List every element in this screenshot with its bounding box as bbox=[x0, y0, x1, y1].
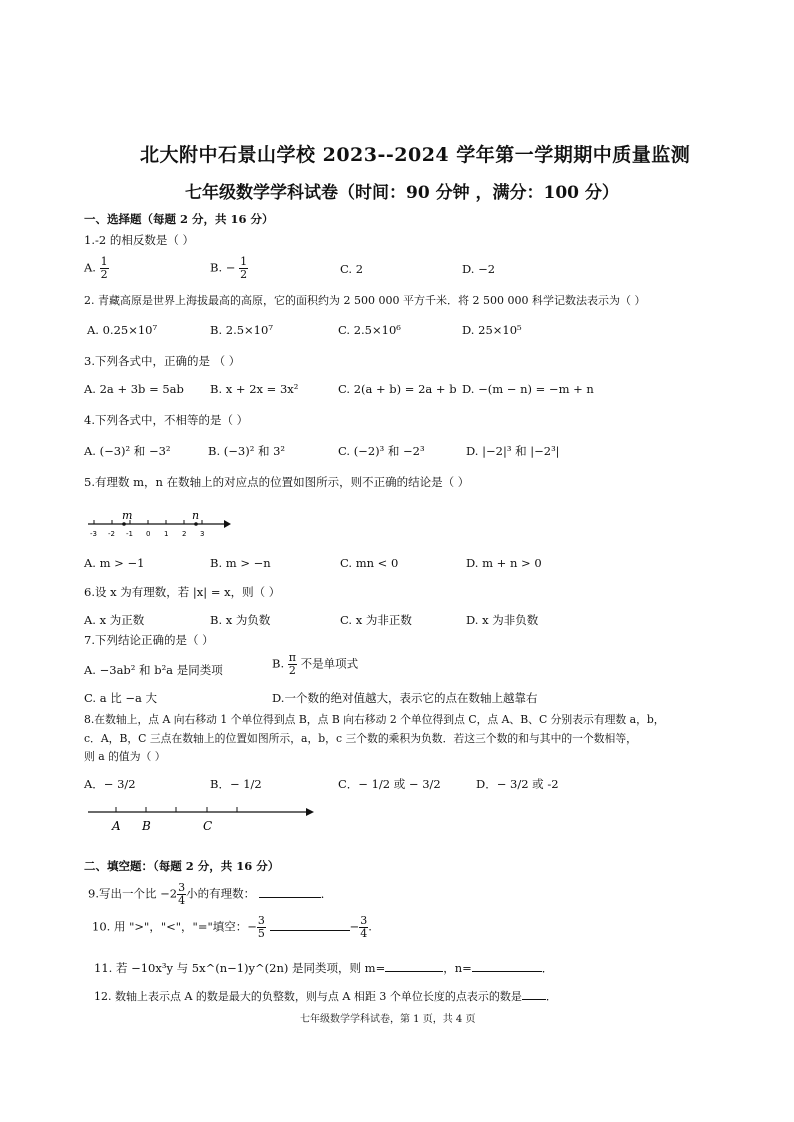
q11-n-blank[interactable] bbox=[472, 960, 542, 972]
q7-stem: 7.下列结论正确的是（ ） bbox=[84, 633, 214, 647]
q3-option-a: A. 2a + 3b = 5ab bbox=[84, 382, 184, 396]
q5-point-m bbox=[122, 522, 126, 526]
q7-b-label: B. bbox=[272, 656, 285, 671]
q5-tick-label: -1 bbox=[126, 530, 133, 538]
q7-option-a: A. −3ab² 和 b²a 是同类项 bbox=[84, 663, 223, 677]
q8-stem-line3: 则 a 的值为（ ） bbox=[84, 750, 166, 763]
q5-tick-label: -2 bbox=[108, 530, 115, 538]
q5-option-b: B. m > −n bbox=[210, 556, 271, 570]
q1-a-fraction bbox=[100, 256, 109, 281]
q7-b-den: 2 bbox=[288, 664, 296, 677]
q5-stem: 5.有理数 m，n 在数轴上的对应点的位置如图所示，则不正确的结论是（ ） bbox=[84, 475, 470, 489]
q12-text: 12. 数轴上表示点 A 的数是最大的负整数，则与点 A 相距 3 个单位长度的点表示的数是 bbox=[94, 990, 522, 1003]
q1-option-a bbox=[84, 256, 109, 281]
q2-option-a: A. 0.25×10⁷ bbox=[87, 323, 158, 337]
q2-stem: 2. 青藏高原是世界上海拔最高的高原，它的面积约为 2 500 000 平方千米．将 2 500 000 科学记数法表示为（ ） bbox=[84, 294, 646, 307]
q12-answer-blank[interactable] bbox=[522, 988, 546, 1000]
q1-option-d: D. −2 bbox=[462, 262, 496, 276]
q1-b-num: 1 bbox=[240, 255, 248, 268]
q1-b-den: 2 bbox=[240, 268, 248, 281]
q8-number-line bbox=[84, 800, 319, 834]
q9-post: 小的有理数： bbox=[186, 886, 256, 901]
q10-pre: 10. 用 ">"，"<"，"="填空：− bbox=[92, 919, 257, 934]
q3-stem: 3.下列各式中，正确的是 （ ） bbox=[84, 354, 241, 368]
q10-end: . bbox=[368, 919, 372, 934]
q1-a-den: 2 bbox=[100, 268, 108, 281]
q1-stem: 1.-2 的相反数是（ ） bbox=[84, 233, 194, 247]
q5-point-n bbox=[194, 522, 198, 526]
q7-b-fraction bbox=[288, 652, 297, 677]
q7-option-c: C. a 比 −a 大 bbox=[84, 691, 158, 705]
q5-tick-label: 0 bbox=[146, 530, 151, 538]
q8-arrow bbox=[306, 808, 314, 816]
q10-num1: 3 bbox=[257, 914, 265, 927]
exam-subtitle: 七年级数学学科试卷（时间：90 分钟 ，满分：100 分） bbox=[185, 183, 619, 203]
q11 bbox=[94, 960, 553, 976]
q12 bbox=[94, 988, 557, 1004]
q3-option-c: C. 2(a + b) = 2a + b bbox=[338, 382, 457, 396]
section2-heading: 二、填空题：（每题 2 分，共 16 分） bbox=[84, 859, 280, 873]
q2-option-d: D. 25×10⁵ bbox=[462, 323, 522, 337]
q9-fraction bbox=[177, 882, 186, 907]
q11-m-blank[interactable] bbox=[385, 960, 443, 972]
q6-option-b: B. x 为负数 bbox=[210, 613, 271, 627]
q5-label-n: n bbox=[192, 509, 200, 522]
q8-option-a: A．− 3/2 bbox=[84, 777, 136, 791]
q8-option-d: D．− 3/2 或 -2 bbox=[476, 777, 559, 791]
q1-a-num: 1 bbox=[100, 255, 108, 268]
q7-b-text: 不是单项式 bbox=[300, 656, 359, 671]
q10 bbox=[92, 915, 372, 940]
q8-label-b: B bbox=[142, 819, 151, 833]
q5-tick-label: -3 bbox=[90, 530, 97, 538]
q5-option-a: A. m > −1 bbox=[84, 556, 145, 570]
q9-answer-blank[interactable] bbox=[259, 886, 321, 898]
q5-tick-label: 3 bbox=[200, 530, 205, 538]
q5-number-line bbox=[84, 506, 234, 540]
q5-tick-label: 2 bbox=[182, 530, 187, 538]
q5-option-d: D. m + n > 0 bbox=[466, 556, 542, 570]
q1-option-c: C. 2 bbox=[340, 262, 364, 276]
q4-option-c: C. (−2)³ 和 −2³ bbox=[338, 444, 425, 458]
q3-option-d: D. −(m − n) = −m + n bbox=[462, 382, 594, 396]
q1-b-fraction bbox=[239, 256, 248, 281]
q7-option-d: D.一个数的绝对值越大，表示它的点在数轴上越靠右 bbox=[272, 691, 538, 705]
q5-option-c: C. mn < 0 bbox=[340, 556, 399, 570]
q8-option-b: B．− 1/2 bbox=[210, 777, 262, 791]
q6-option-c: C. x 为非正数 bbox=[340, 613, 412, 627]
q6-stem: 6.设 x 为有理数，若 |x| = x，则（ ） bbox=[84, 585, 281, 599]
q9-pre: 9.写出一个比 −2 bbox=[88, 886, 178, 901]
q4-option-d: D. |−2|³ 和 |−2³| bbox=[466, 444, 560, 458]
q2-option-c: C. 2.5×10⁶ bbox=[338, 323, 401, 337]
q10-den1: 5 bbox=[257, 927, 265, 940]
exam-title: 北大附中石景山学校 2023--2024 学年第一学期期中质量监测 bbox=[140, 144, 691, 166]
q6-option-d: D. x 为非负数 bbox=[466, 613, 539, 627]
q5-label-m: m bbox=[122, 509, 133, 522]
q4-option-a: A. (−3)² 和 −3² bbox=[84, 444, 171, 458]
q8-label-a: A bbox=[112, 819, 121, 833]
q4-stem: 4.下列各式中，不相等的是（ ） bbox=[84, 413, 249, 427]
q8-stem-line1: 8.在数轴上，点 A 向右移动 1 个单位得到点 B，点 B 向右移动 2 个单位得到点 C，点 A、B、C 分别表示有理数 a，b， bbox=[84, 713, 665, 726]
q9-num: 3 bbox=[178, 881, 186, 894]
q4-option-b: B. (−3)² 和 3² bbox=[208, 444, 286, 458]
q10-fraction1 bbox=[257, 915, 266, 940]
q1-b-label: B. − bbox=[210, 260, 236, 275]
q8-stem-line2: c．A，B，C 三点在数轴上的位置如图所示，a，b，c 三个数的乘积为负数．若这三个数的和与其中的一个数相等， bbox=[84, 732, 637, 745]
section1-heading: 一、选择题（每题 2 分，共 16 分） bbox=[84, 212, 274, 226]
q5-tick-label: 1 bbox=[164, 530, 169, 538]
q10-den2: 4 bbox=[360, 927, 368, 940]
q2-option-b: B. 2.5×10⁷ bbox=[210, 323, 273, 337]
q6-option-a: A. x 为正数 bbox=[84, 613, 145, 627]
q10-answer-blank[interactable] bbox=[270, 919, 350, 931]
q11-mid: ，n= bbox=[443, 961, 472, 975]
q8-label-c: C bbox=[203, 819, 213, 833]
q7-option-b bbox=[272, 652, 358, 677]
q1-option-b bbox=[210, 256, 248, 281]
q12-end: ． bbox=[545, 990, 557, 1003]
q10-fraction2 bbox=[359, 915, 368, 940]
q11-end: ． bbox=[541, 961, 554, 975]
page-footer: 七年级数学学科试卷，第 1 页，共 4 页 bbox=[300, 1014, 476, 1025]
q11-pre: 11. 若 −10x³y 与 5x^(n−1)y^(2n) 是同类项，则 m= bbox=[94, 961, 386, 975]
q9-end: ． bbox=[320, 886, 333, 901]
q3-option-b: B. x + 2x = 3x² bbox=[210, 382, 299, 396]
q1-a-label: A. bbox=[84, 260, 96, 275]
q8-option-c: C．− 1/2 或 − 3/2 bbox=[338, 777, 441, 791]
q9 bbox=[88, 882, 332, 907]
q10-num2: 3 bbox=[360, 914, 368, 927]
q10-mid: − bbox=[349, 919, 360, 934]
q5-arrow bbox=[224, 520, 231, 528]
q7-b-num: π bbox=[288, 651, 296, 664]
q9-den: 4 bbox=[178, 894, 186, 907]
